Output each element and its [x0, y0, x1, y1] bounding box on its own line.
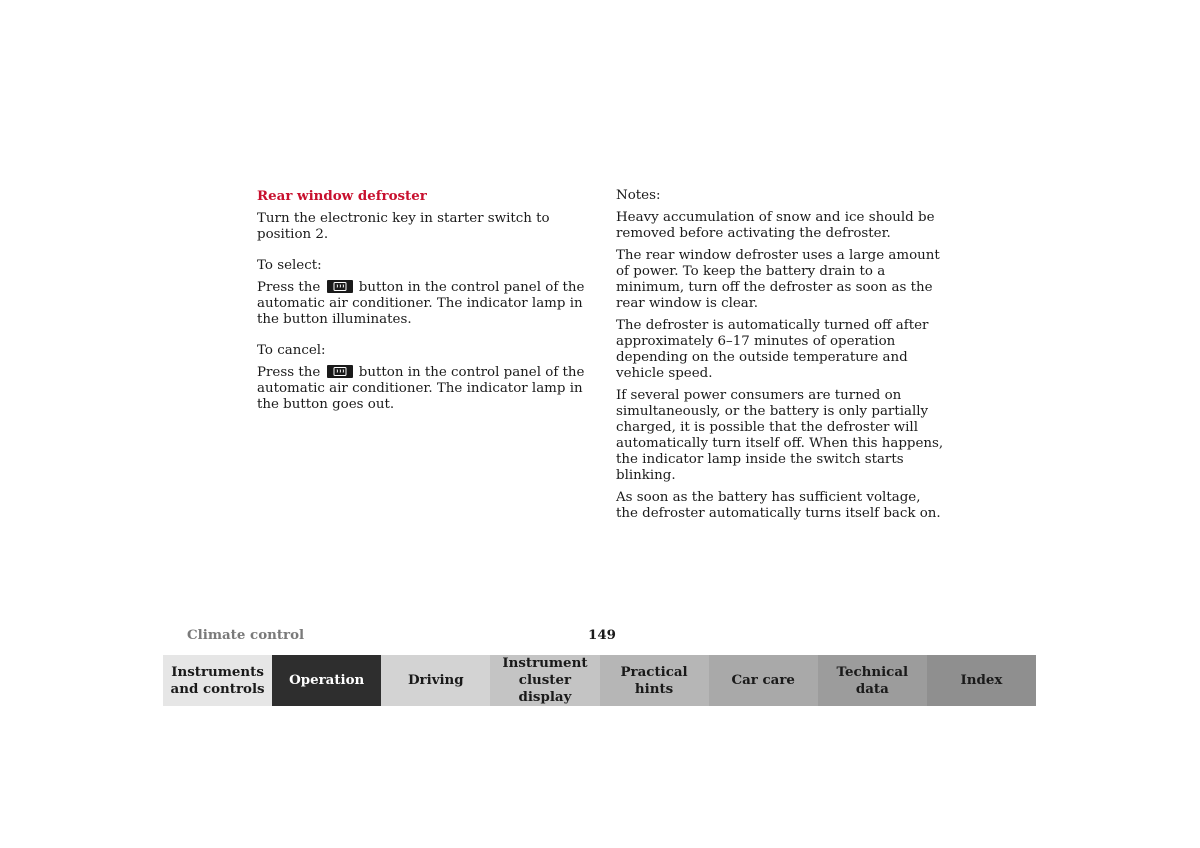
tab-instrument-cluster-display[interactable] — [490, 655, 599, 706]
tab-car-care[interactable] — [709, 655, 818, 706]
right-column — [616, 188, 946, 522]
select-instructions — [257, 280, 587, 328]
tab-technical-data[interactable] — [818, 655, 927, 706]
note-paragraph: Heavy accumulation of snow and ice should be removed before activating the defroster. — [616, 210, 935, 241]
note-paragraph: As soon as the battery has sufficient voltage, the defroster automatically turns itself back on. — [616, 490, 941, 521]
tab-driving[interactable] — [381, 655, 490, 706]
footer-section-title: Climate control — [187, 627, 305, 643]
chapter-navigation — [163, 655, 1036, 706]
tab-instruments-and-controls[interactable] — [163, 655, 272, 706]
intro-text: Turn the electronic key in starter switch to position 2. — [257, 211, 550, 242]
tab-operation[interactable] — [272, 655, 381, 706]
tab-label: Car care — [731, 672, 795, 688]
select-label: To select: — [257, 258, 322, 273]
tab-label: Index — [960, 672, 1003, 688]
rear-defroster-icon — [327, 365, 353, 378]
cancel-instructions — [257, 365, 587, 413]
tab-label: Practical hints — [620, 663, 688, 697]
cancel-label: To cancel: — [257, 343, 326, 358]
tab-label: Instrument cluster display — [502, 655, 588, 705]
select-text-after: button in the control panel of the automatic air conditioner. The indicator lamp in the button illuminates. — [257, 280, 585, 327]
tab-label: Operation — [289, 672, 365, 688]
left-column — [257, 188, 587, 413]
page-number: 149 — [588, 627, 616, 643]
notes-label: Notes: — [616, 188, 661, 203]
section-heading: Rear window defroster — [257, 188, 427, 204]
note-paragraph: The rear window defroster uses a large amount of power. To keep the battery drain to a minimum, turn off the defroster as soon as the rear window is clear. — [616, 248, 940, 311]
cancel-text-after: button in the control panel of the automatic air conditioner. The indicator lamp in the button goes out. — [257, 365, 585, 412]
tab-practical-hints[interactable] — [600, 655, 709, 706]
note-paragraph: The defroster is automatically turned off after approximately 6–17 minutes of operation depending on the outside temperature and vehicle speed. — [616, 318, 929, 381]
tab-index[interactable] — [927, 655, 1036, 706]
rear-defroster-icon — [327, 280, 353, 293]
tab-label: Driving — [407, 672, 464, 688]
tab-label: Instruments and controls — [170, 663, 265, 697]
cancel-text-before: Press the — [257, 365, 321, 380]
tab-label: Technical data — [836, 663, 909, 697]
note-paragraph: If several power consumers are turned on simultaneously, or the battery is only partially charged, it is possible that the defroster will automatically turn itself off. When this happens, the indicator lamp inside the switch starts blinking. — [616, 388, 944, 483]
select-text-before: Press the — [257, 280, 321, 295]
